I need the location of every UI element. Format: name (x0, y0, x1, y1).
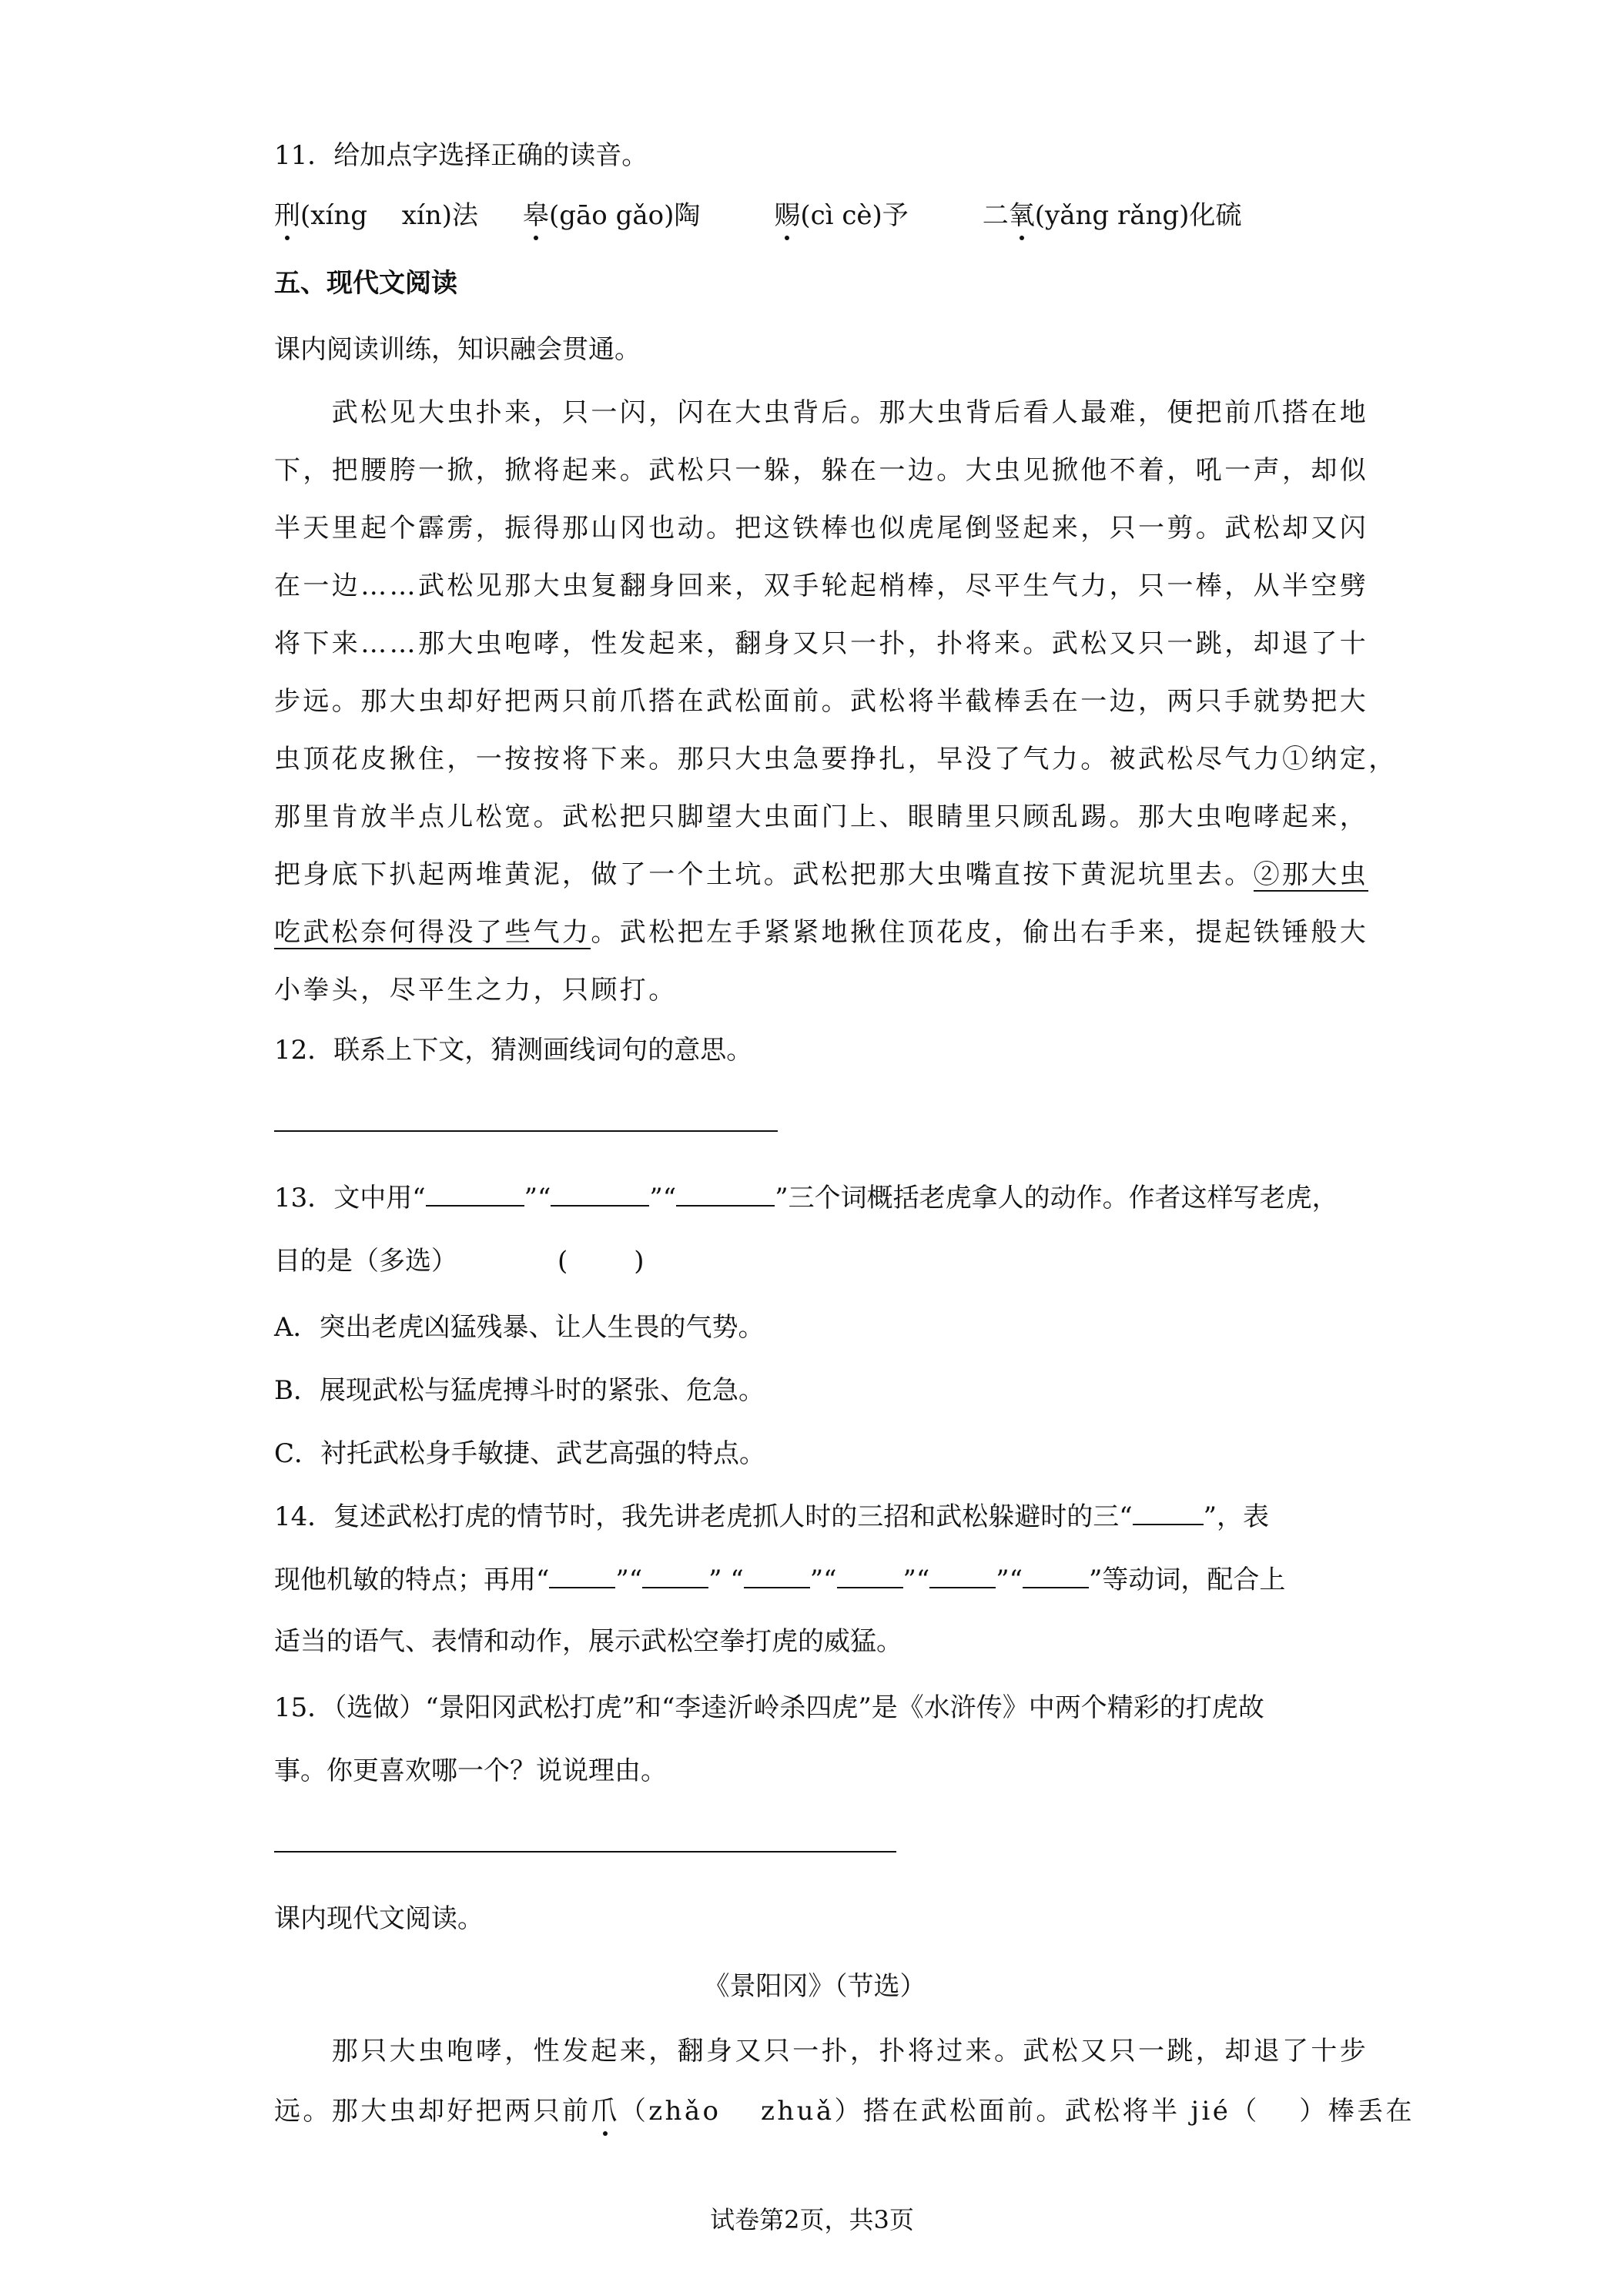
q11-item-2: 皋(gāo gǎo)陶 (523, 200, 700, 231)
reading2-line: 那只大虫咆哮，性发起来，翻身又只一扑，扑将过来。武松又只一跳，却退了十步 (274, 2036, 1369, 2067)
q14-blank-3[interactable] (642, 1564, 708, 1588)
section-intro: 课内阅读训练，知识融会贯通。 (274, 334, 641, 365)
q14-line-2: 现他机敏的特点；再用“ ”“ ” “ ”“ ”“ ”“ ”等动词，配合上 (274, 1565, 1286, 1595)
q13-prompt: 13．文中用“ ”“ ”“ ”三个词概括老虎拿人的动作。作者这样写老虎， (274, 1183, 1338, 1213)
q13-option-a[interactable]: A．突出老虎凶猛残暴、让人生畏的气势。 (274, 1312, 765, 1343)
passage-line: 虫顶花皮揪住，一按按将下来。那只大虫急要挣扎，早没了气力。被武松尽气力①纳定， (274, 744, 1398, 775)
passage-line: 在一边……武松见那大虫复翻身回来，双手轮起梢棒，尽平生气力，只一棒，从半空劈 (274, 571, 1369, 601)
q13-blank-1[interactable] (426, 1182, 524, 1207)
q11-item-1: 刑(xíng xín)法 (274, 200, 478, 231)
passage-line: 吃武松奈何得没了些气力。武松把左手紧紧地揪住顶花皮，偷出右手来，提起铁锤般大 (274, 917, 1369, 948)
q11-item-3: 赐(cì cè)予 (774, 200, 908, 231)
q12-answer-line[interactable] (274, 1130, 778, 1132)
q13-option-c[interactable]: C．衬托武松身手敏捷、武艺高强的特点。 (274, 1438, 766, 1469)
q13-blank-3[interactable] (676, 1182, 775, 1207)
q15-answer-line[interactable] (274, 1851, 896, 1853)
passage-line: 半天里起个霹雳，振得那山冈也动。把这铁棒也似虎尾倒竖起来，只一剪。武松却又闪 (274, 513, 1369, 544)
underlined-phrase: ②那大虫 (1253, 859, 1369, 890)
page-footer: 试卷第2页，共3页 (710, 2205, 914, 2234)
reading2-line: 远。那大虫却好把两只前爪（zhǎo zhuǎ）搭在武松面前。武松将半 jié（ ）棒丢在 (274, 2093, 1355, 2130)
dotted-char: 爪 (591, 2093, 619, 2130)
q15-line-2: 事。你更喜欢哪一个？说说理由。 (274, 1755, 667, 1786)
section-title: 五、现代文阅读 (274, 268, 457, 299)
q11-items (274, 197, 1241, 234)
passage-line: 将下来……那大虫咆哮，性发起来，翻身又只一扑，扑将来。武松又只一跳，却退了十 (274, 628, 1369, 659)
q13-prompt-line2: 目的是（多选） ( ) (274, 1246, 645, 1277)
q11-prompt: 11．给加点字选择正确的读音。 (274, 140, 648, 171)
passage-line: 小拳头，尽平生之力，只顾打。 (274, 975, 678, 1006)
passage-line: 步远。那大虫却好把两只前爪搭在武松面前。武松将半截棒丢在一边，两只手就势把大 (274, 686, 1369, 717)
q14-blank-6[interactable] (929, 1564, 996, 1588)
q15-line-1: 15．（选做）“景阳冈武松打虎”和“李逵沂岭杀四虎”是《水浒传》中两个精彩的打虎故 (274, 1692, 1264, 1723)
q14-blank-1[interactable] (1133, 1501, 1204, 1525)
q14-blank-5[interactable] (837, 1564, 903, 1588)
reading2-intro: 课内现代文阅读。 (274, 1903, 484, 1934)
passage-line: 武松见大虫扑来，只一闪，闪在大虫背后。那大虫背后看人最难，便把前爪搭在地 (274, 397, 1369, 428)
q11-item-4: 二氧(yǎng rǎng)化硫 (983, 200, 1242, 231)
passage-line: 下，把腰胯一掀，掀将起来。武松只一躲，躲在一边。大虫见掀他不着，吼一声，却似 (274, 455, 1369, 486)
q12-prompt: 12．联系上下文，猜测画线词句的意思。 (274, 1035, 753, 1066)
q13-option-b[interactable]: B．展现武松与猛虎搏斗时的紧张、危急。 (274, 1375, 765, 1406)
q14-line-1: 14．复述武松打虎的情节时，我先讲老虎抓人时的三招和武松躲避时的三“ ”，表 (274, 1501, 1270, 1532)
underlined-phrase: 吃武松奈何得没了些气力 (274, 917, 591, 948)
q14-line-3: 适当的语气、表情和动作，展示武松空拳打虎的威猛。 (274, 1626, 902, 1657)
passage-line: 那里肯放半点儿松宽。武松把只脚望大虫面门上、眼睛里只顾乱踢。那大虫咆哮起来， (274, 802, 1369, 832)
q14-blank-2[interactable] (549, 1564, 615, 1588)
reading2-title: 《景阳冈》（节选） (703, 1971, 926, 2002)
q14-blank-7[interactable] (1023, 1564, 1089, 1588)
q13-blank-2[interactable] (551, 1182, 649, 1207)
q14-blank-4[interactable] (744, 1564, 810, 1588)
passage-line: 把身底下扒起两堆黄泥，做了一个土坑。武松把那大虫嘴直按下黄泥坑里去。②那大虫 (274, 859, 1369, 890)
